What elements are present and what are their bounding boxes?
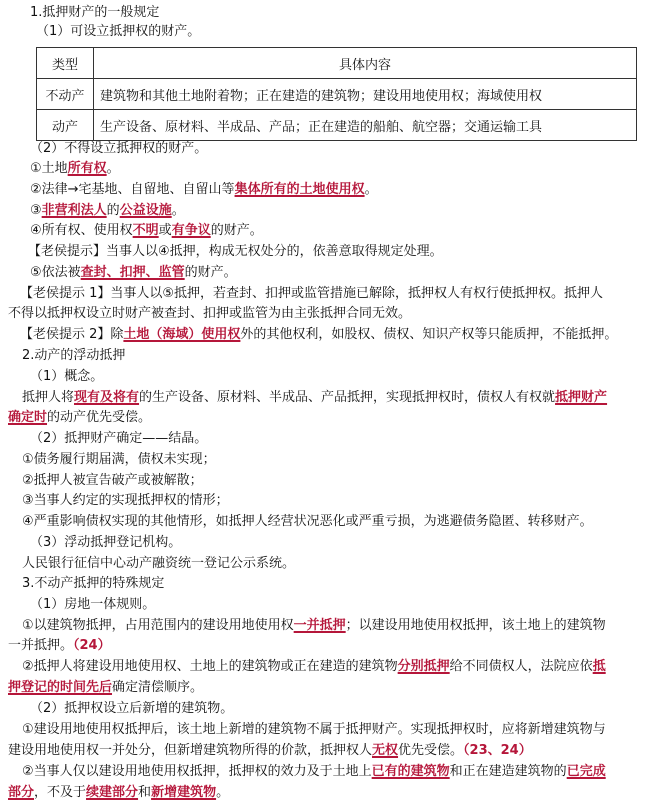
subheading: （1）概念。: [30, 369, 104, 384]
tip: 【老侯提示 2】除土地（海域）使用权外的其他权利，如股权、债权、知识产权等只能质押，不能抵押。: [20, 327, 618, 342]
tip: 【老侯提示】当事人以④抵押，构成无权处分的，依善意取得规定处理。: [28, 244, 443, 259]
tip-continued: 不得以抵押权设立时财产被查封、扣押或监管为由主张抵押合同无效。: [8, 306, 412, 321]
table-row: [37, 79, 637, 110]
paragraph: ①以建筑物抵押，占用范围内的建设用地使用权一并抵押；以建设用地使用权抵押，该土地上的建筑物: [22, 618, 606, 633]
heading-1: 1.抵押财产的一般规定: [30, 5, 160, 20]
subheading: （2）抵押财产确定——结晶。: [30, 431, 208, 446]
list-item: ②抵押人被宣告破产或被解散；: [22, 473, 203, 488]
table-cell: 动产: [37, 110, 94, 141]
paragraph-continued: 确定时的动产优先受偿。: [8, 410, 152, 425]
subheading: （2）抵押权设立后新增的建筑物。: [30, 701, 234, 716]
list-item: ①土地所有权。: [30, 161, 120, 176]
paragraph-continued: 押登记的时间先后确定清偿顺序。: [8, 680, 204, 695]
subheading: （3）浮动抵押登记机构。: [30, 535, 182, 550]
table-cell: 不动产: [37, 79, 94, 110]
paragraph: 人民银行征信中心动产融资统一登记公示系统。: [22, 556, 296, 571]
list-item: ④所有权、使用权不明或有争议的财产。: [30, 223, 263, 238]
paragraph-continued: 建设用地使用权一并处分，但新增建筑物所得的价款，抵押权人无权优先受偿。（23、24）: [8, 743, 532, 758]
heading-3: 3.不动产抵押的特殊规定: [22, 576, 165, 591]
table-header-row: [37, 48, 637, 79]
table-cell: 建筑物和其他土地附着物；正在建造的建筑物；建设用地使用权；海域使用权: [94, 79, 637, 110]
paragraph: ②抵押人将建设用地使用权、土地上的建筑物或正在建造的建筑物分别抵押给不同债权人，法院应依抵: [22, 659, 606, 674]
subheading-2: （2）不得设立抵押权的财产。: [30, 141, 208, 156]
tip: 【老侯提示 1】当事人以⑤抵押，若查封、扣押或监管措施已解除，抵押权人有权行使抵押权。抵押人: [20, 286, 604, 301]
property-table: [36, 47, 637, 141]
table-header-content: 具体内容: [94, 48, 637, 79]
table-cell: 生产设备、原材料、半成品、产品；正在建造的船舶、航空器；交通运输工具: [94, 110, 637, 141]
subheading-1: （1）可设立抵押权的财产。: [36, 24, 201, 39]
paragraph: ②当事人仅以建设用地使用权抵押，抵押权的效力及于土地上已有的建筑物和正在建造建筑物的已完成: [22, 764, 606, 779]
paragraph-continued: 一并抵押。（24）: [8, 638, 111, 653]
list-item: ①债务履行期届满，债权未实现；: [22, 452, 216, 467]
list-item: ⑤依法被查封、扣押、监管的财产。: [30, 265, 237, 280]
list-item: ③非营利法人的公益设施。: [30, 203, 185, 218]
heading-2: 2.动产的浮动抵押: [22, 348, 126, 363]
list-item: ④严重影响债权实现的其他情形，如抵押人经营状况恶化或严重亏损，为逃避债务隐匿、转移财产。: [22, 514, 593, 529]
table-row: [37, 110, 637, 141]
table-header-type: 类型: [37, 48, 94, 79]
paragraph: ①建设用地使用权抵押后，该土地上新增的建筑物不属于抵押财产。实现抵押权时，应将新增建筑物与: [22, 722, 606, 737]
subheading: （1）房地一体规则。: [30, 597, 156, 612]
paragraph: 抵押人将现有及将有的生产设备、原材料、半成品、产品抵押，实现抵押权时，债权人有权就抵押财产: [22, 390, 608, 405]
paragraph-continued: 部分，不及于续建部分和新增建筑物。: [8, 785, 230, 800]
list-item: ②法律→宅基地、自留地、自留山等集体所有的土地使用权。: [30, 182, 378, 197]
list-item: ③当事人约定的实现抵押权的情形；: [22, 493, 229, 508]
